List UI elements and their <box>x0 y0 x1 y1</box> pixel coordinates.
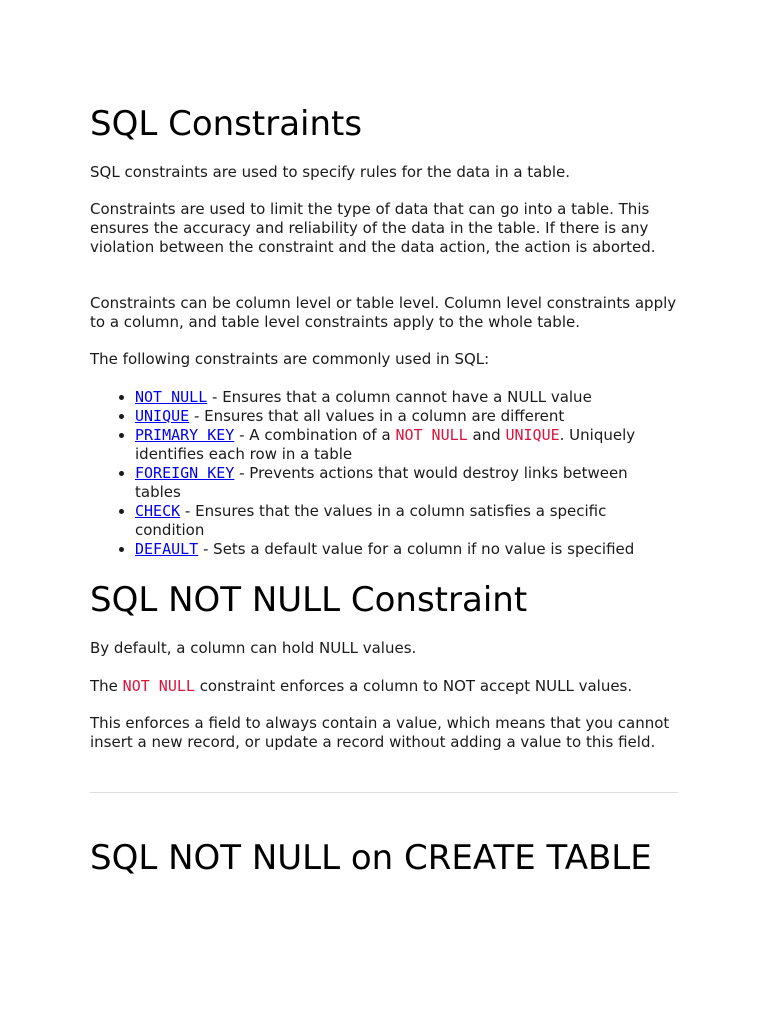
primary-key-link[interactable]: PRIMARY KEY <box>135 426 235 444</box>
not-null-enforce-paragraph: The NOT NULL constraint enforces a column to NOT accept NULL values. <box>90 677 633 695</box>
list-item: • PRIMARY KEY - A combination of a NOT NULL and UNIQUE. Uniquely identifies each row in a table <box>135 426 678 464</box>
list-item: • FOREIGN KEY - Prevents actions that would destroy links between tables <box>135 464 678 502</box>
not-null-code: NOT NULL <box>395 426 468 444</box>
intro-paragraph: SQL constraints are used to specify rules for the data in a table. <box>90 163 571 181</box>
heading-sql-not-null-constraint: SQL NOT NULL Constraint <box>90 580 528 620</box>
default-link[interactable]: DEFAULT <box>135 540 199 558</box>
heading-not-null-create-table: SQL NOT NULL on CREATE TABLE <box>90 838 652 878</box>
unique-code: UNIQUE <box>505 426 560 444</box>
common-constraints-paragraph: The following constraints are commonly used in SQL: <box>90 350 490 368</box>
not-null-code: NOT NULL <box>122 677 195 695</box>
field-value-paragraph: This enforces a field to always contain a value, which means that you cannot insert a new record, or update a record without adding a value to this field. <box>90 714 670 751</box>
not-null-link[interactable]: NOT NULL <box>135 388 208 406</box>
default-null-paragraph: By default, a column can hold NULL values. <box>90 639 417 657</box>
list-item: • UNIQUE - Ensures that all values in a column are different <box>135 407 678 426</box>
list-item: • DEFAULT - Sets a default value for a column if no value is specified <box>135 540 678 559</box>
check-link[interactable]: CHECK <box>135 502 181 520</box>
section-divider <box>90 792 678 793</box>
unique-link[interactable]: UNIQUE <box>135 407 190 425</box>
constraints-purpose-paragraph: Constraints are used to limit the type of data that can go into a table. This ensures the accuracy and reliability of the data in the table. If there is any violation between the constraint and the data action, the action is aborted. <box>90 200 656 256</box>
constraints-list <box>90 388 678 559</box>
constraint-level-paragraph: Constraints can be column level or table level. Column level constraints apply to a column, and table level constraints apply to the whole table. <box>90 294 677 331</box>
heading-sql-constraints: SQL Constraints <box>90 104 363 144</box>
foreign-key-link[interactable]: FOREIGN KEY <box>135 464 235 482</box>
list-item: • CHECK - Ensures that the values in a column satisfies a specific condition <box>135 502 678 540</box>
list-item: • NOT NULL - Ensures that a column cannot have a NULL value <box>135 388 678 407</box>
